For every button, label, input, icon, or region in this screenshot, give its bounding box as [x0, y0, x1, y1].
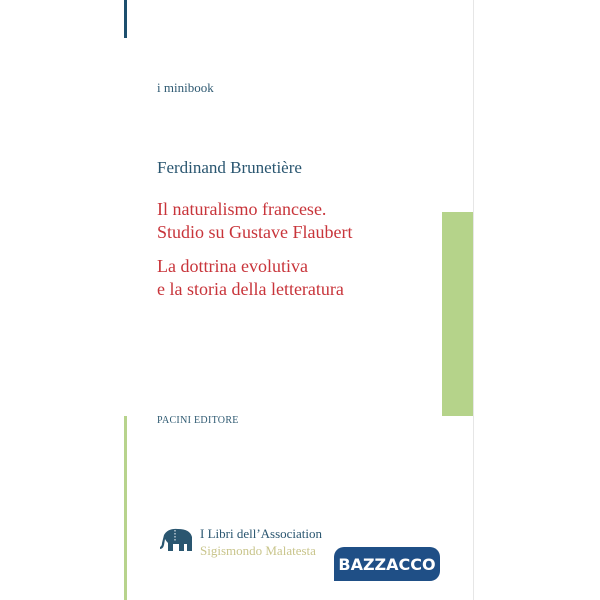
title-2-line-2: e la storia della letteratura — [157, 279, 344, 299]
series-name: i minibook — [157, 80, 214, 95]
title-1-line-2: Studio su Gustave Flaubert — [157, 222, 353, 242]
green-spine-block — [442, 212, 473, 416]
cover-edge — [473, 0, 474, 600]
association-name: I Libri dell’Association — [200, 526, 323, 541]
author-name: Ferdinand Brunetière — [157, 158, 302, 177]
bazzacco-badge: BAZZACCO — [334, 547, 440, 581]
green-accent-line — [124, 416, 127, 600]
title-2-line-1: La dottrina evolutiva — [157, 256, 308, 276]
blue-accent-bar — [124, 0, 127, 38]
title-2 — [157, 255, 344, 301]
publisher: PACINI EDITORE — [157, 415, 239, 426]
elephant-logo-icon — [158, 527, 196, 553]
association-subtitle: Sigismondo Malatesta — [200, 543, 316, 558]
title-1 — [157, 198, 353, 244]
title-1-line-1: Il naturalismo francese. — [157, 199, 327, 219]
